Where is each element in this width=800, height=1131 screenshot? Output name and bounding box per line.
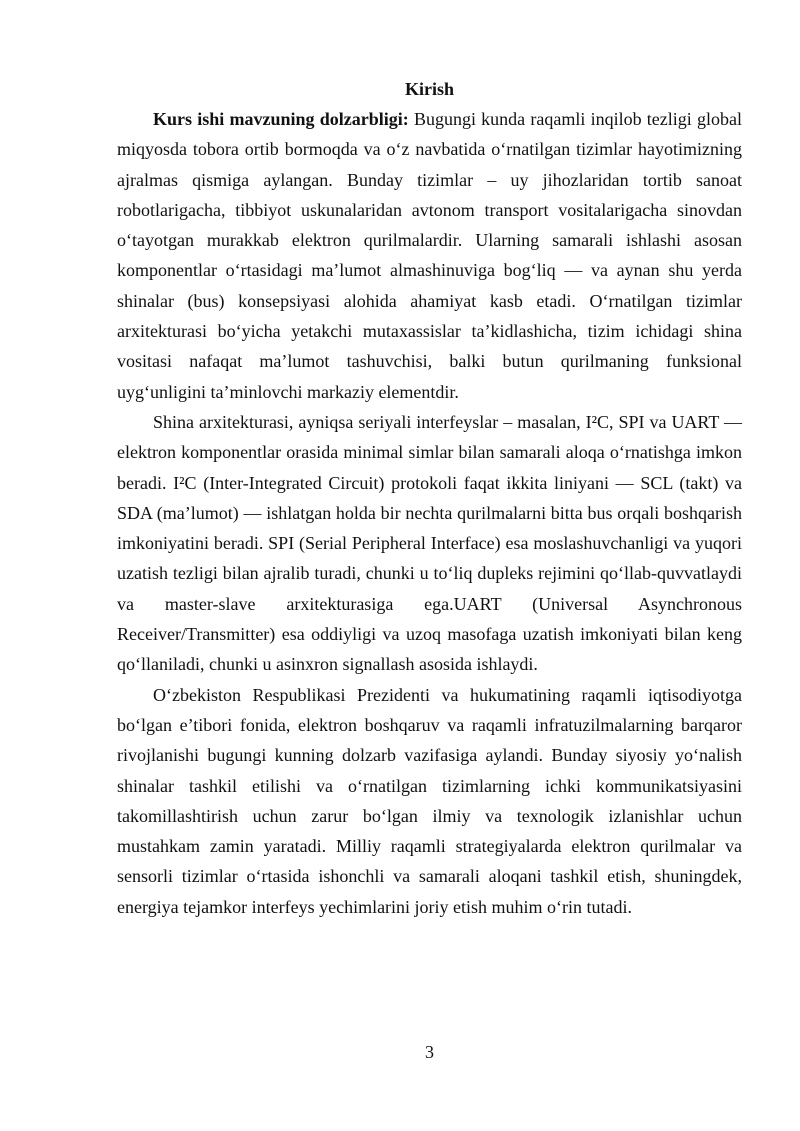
paragraph-text: Bugungi kunda raqamli inqilob tezligi global miqyosda tobora ortib bormoqda va o‘z navbatida o‘rnatilgan tizimlar hayotimizning ajralmas qismiga aylangan. Bunday tizimlar – uy jihozlaridan tortib sanoat robotlarigacha, tibbiyot uskunalaridan avtonom transport vositalarigacha sinovdan o‘tayotgan murakkab elektron qurilmalardir. Ularning samarali ishlashi asosan komponentlar o‘rtasidagi ma’lumot almashinuviga bog‘liq — va aynan shu yerda shinalar (bus) konsepsiyasi alohida ahamiyat kasb etadi. O‘rnatilgan tizimlar arxitekturasi bo‘yicha yetakchi mutaxassislar ta’kidlashicha, tizim ichidagi shina vositasi nafaqat ma’lumot tashuvchisi, balki butun qurilmaning funksional uyg‘unligini ta’minlovchi markaziy elementdir.	[117, 109, 743, 402]
body-text	[117, 104, 742, 922]
page-number: 3	[425, 1042, 434, 1062]
section-title: Kirish	[404, 79, 454, 99]
paragraph-national-strategy: O‘zbekiston Respublikasi Prezidenti va hukumatining raqamli iqtisodiyotga bo‘lgan e’tibori fonida, elektron boshqaruv va raqamli infratuzilmalarning barqaror rivojlanishi bugungi kunning dolzarb vazifasiga aylandi. Bunday siyosiy yo‘nalish shinalar tashkil etilishi va o‘rnatilgan tizimlarning ichki kommunikatsiyasini takomillashtirish uchun zarur bo‘lgan ilmiy va texnologik izlanishlar uchun mustahkam zamin yaratadi. Milliy raqamli strategiyalarda elektron qurilmalar va sensorli tizimlar o‘rtasida ishonchli va samarali aloqani tashkil etish, shuningdek, energiya tejamkor interfeys yechimlarini joriy etish muhim o‘rin tutadi.	[117, 684, 742, 917]
paragraph-bus-architecture: Shina arxitekturasi, ayniqsa seriyali interfeyslar – masalan, I²C, SPI va UART — elektron komponentlar orasida minimal simlar bilan samarali aloqa o‘rnatishga imkon beradi. I²C (Inter-Integrated Circuit) protokoli faqat ikkita liniyani — SCL (takt) va SDA (ma’lumot) — ishlatgan holda bir nechta qurilmalarni bitta bus orqali boshqarish imkoniyatini beradi. SPI (Serial Peripheral Interface) esa moslashuvchanligi va yuqori uzatish tezligi bilan ajralib turadi, chunki u to‘liq dupleks rejimini qo‘llab-quvvatlaydi va master-slave arxitekturasiga ega.UART (Universal Asynchronous Receiver/Transmitter) esa oddiyligi va uzoq masofaga uzatish imkoniyati bilan keng qo‘llaniladi, chunki u asinxron signallash asosida ishlaydi.	[117, 411, 742, 675]
paragraph-relevance	[117, 104, 742, 407]
paragraph-lead: Kurs ishi mavzuning dolzarbligi:	[153, 109, 409, 129]
